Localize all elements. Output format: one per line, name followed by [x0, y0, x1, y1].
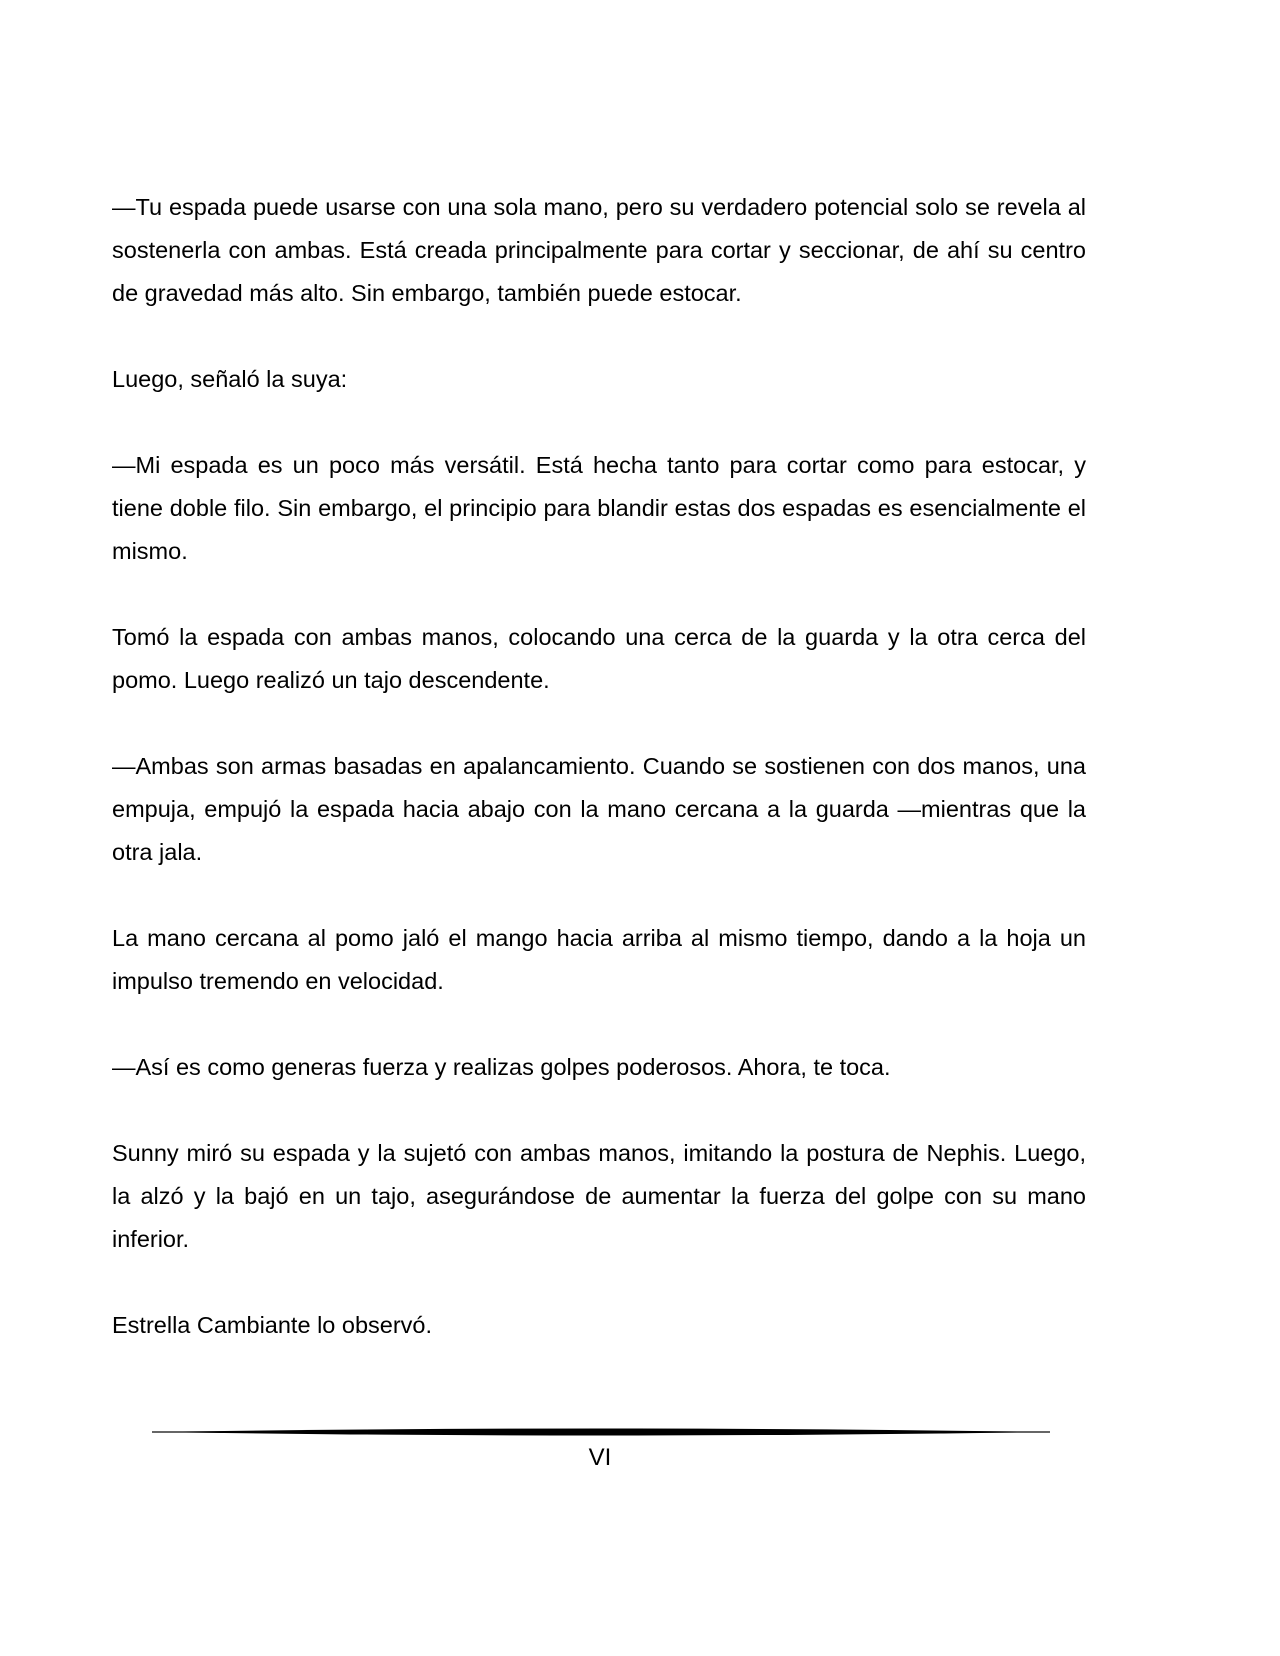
paragraph-1: —Tu espada puede usarse con una sola mano, pero su verdadero potencial solo se revela al sostenerla con ambas. Está creada principalmente para cortar y seccionar, de ahí su centro de gravedad más alto. Sin embargo, también puede estocar.: [112, 194, 1086, 306]
paragraph-5: —Ambas son armas basadas en apalancamiento. Cuando se sostienen con dos manos, una empuja, empujó la espada hacia abajo con la mano cercana a la guarda —mientras que la otra jala.: [112, 753, 1086, 865]
paragraph-6: La mano cercana al pomo jaló el mango hacia arriba al mismo tiempo, dando a la hoja un impulso tremendo en velocidad.: [112, 925, 1086, 994]
page-number: VI: [588, 1444, 612, 1471]
paragraph-4: Tomó la espada con ambas manos, colocando una cerca de la guarda y la otra cerca del pomo. Luego realizó un tajo descendente.: [112, 624, 1086, 693]
document-body: [112, 186, 1086, 1347]
paragraph-7: —Así es como generas fuerza y realizas golpes poderosos. Ahora, te toca.: [112, 1054, 891, 1080]
divider-hairline: [152, 1431, 1050, 1432]
footer-divider: [152, 1426, 1050, 1438]
paragraph-2: Luego, señaló la suya:: [112, 366, 348, 392]
paragraph-8: Sunny miró su espada y la sujetó con ambas manos, imitando la postura de Nephis. Luego, la alzó y la bajó en un tajo, asegurándose de aumentar la fuerza del golpe con su mano inferior.: [112, 1140, 1086, 1252]
paragraph-9: Estrella Cambiante lo observó.: [112, 1312, 433, 1338]
paragraph-3: —Mi espada es un poco más versátil. Está hecha tanto para cortar como para estocar, y tiene doble filo. Sin embargo, el principio para blandir estas dos espadas es esencialmente el mismo.: [112, 452, 1086, 564]
